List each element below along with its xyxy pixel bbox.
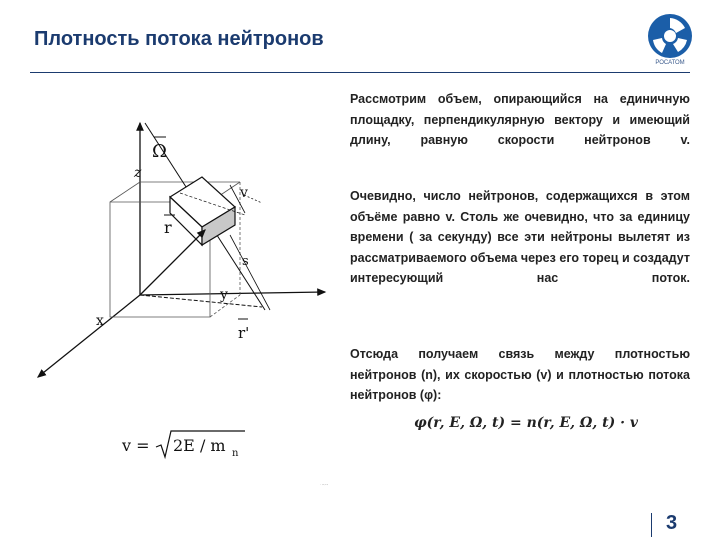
flux-formula: φ(r, E, Ω, t) = n(r, E, Ω, t) · v <box>414 415 638 431</box>
paragraph-relation: Отсюда получаем связь между плотностью нейтронов (n), их скоростью (v) и плотностью потока нейтронов (φ): <box>350 347 690 402</box>
paragraph-volume: Рассмотрим объем, опирающийся на единичную площадку, перпендикулярную вектору и имеющий длину, равную скорости нейтронов v. <box>350 92 690 147</box>
neutron-volume-diagram <box>30 85 340 385</box>
label-y: y <box>220 287 228 303</box>
page-number: 3 <box>666 512 678 534</box>
paragraph-count: Очевидно, число нейтронов, содержащихся в этом объёме равно v. Столь же очевидно, что за единицу времени ( за секунду) все эти нейтроны вылетят из рассматриваемого объема через его торец и создадут интересующий нас поток. <box>350 189 690 285</box>
svg-text:v =: v = <box>122 436 150 455</box>
svg-text:n: n <box>232 448 239 459</box>
slide-title: Плотность потока нейтронов <box>34 28 324 50</box>
page-number-divider <box>651 513 652 537</box>
label-r-prime: r' <box>238 324 250 342</box>
label-r: r <box>164 218 172 237</box>
title-divider <box>30 72 690 73</box>
logo-caption: РОСАТОМ <box>655 60 685 66</box>
y-axis <box>140 292 325 295</box>
label-x: x <box>96 313 104 329</box>
s-line <box>230 235 270 310</box>
svg-text:2E / m: 2E / m <box>173 436 226 455</box>
label-s: s <box>242 254 249 269</box>
r-vector <box>140 230 205 295</box>
velocity-formula-text: v = √(2E / m_n) <box>320 485 328 486</box>
velocity-formula <box>120 425 328 486</box>
label-v: v <box>240 185 248 201</box>
x-axis <box>38 295 140 377</box>
label-z: z <box>134 165 142 181</box>
r-prime-vector <box>140 295 262 307</box>
label-omega: Ω <box>152 141 167 162</box>
